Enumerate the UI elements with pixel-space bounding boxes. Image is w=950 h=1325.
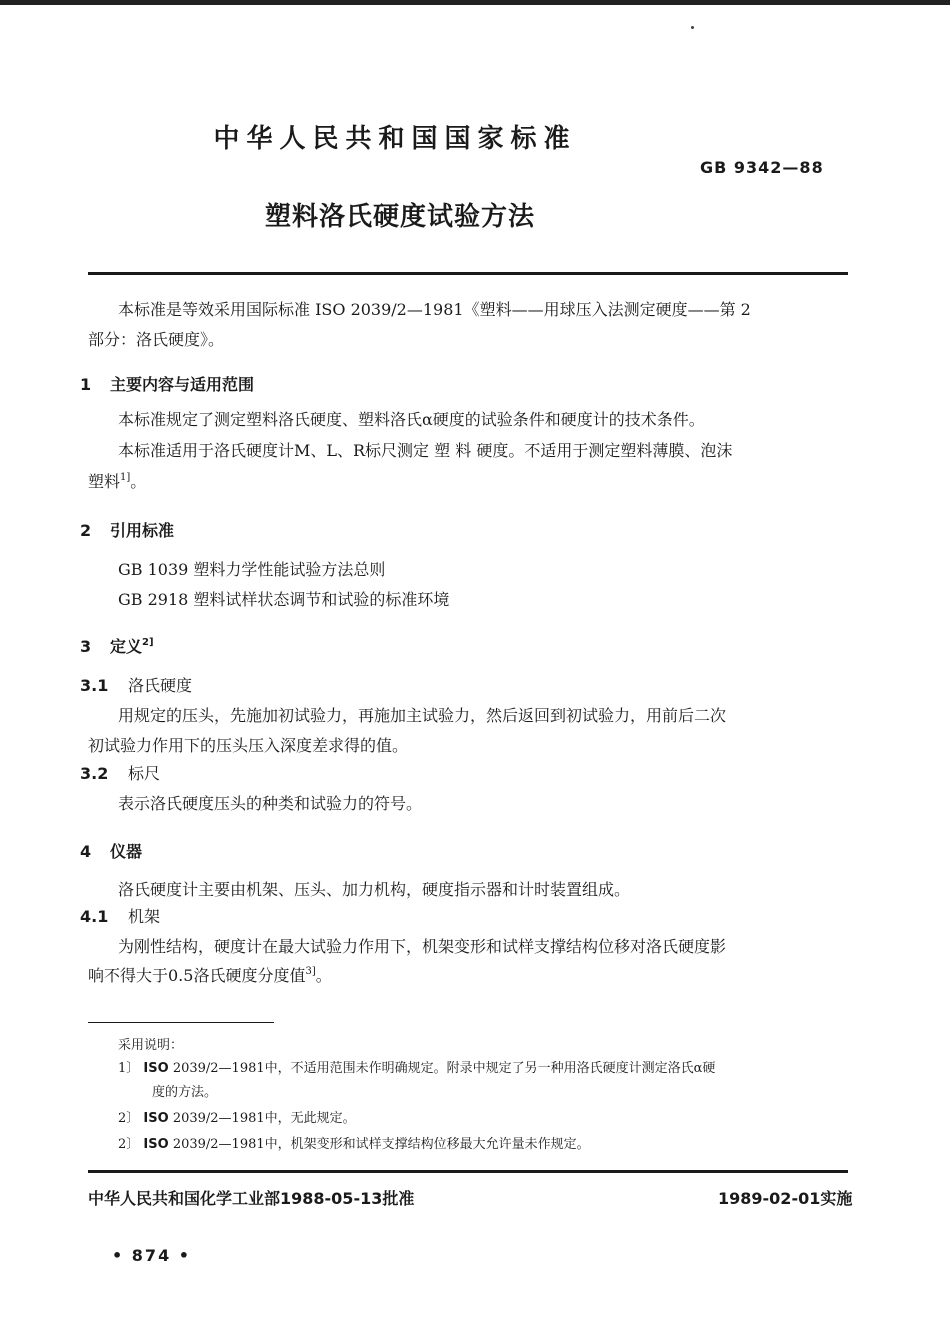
section-2-title: 引用标准 — [110, 521, 175, 540]
section-1-para-2-line-2 — [88, 472, 146, 492]
footnote-ref-1: 1] — [120, 472, 131, 483]
intro-line-2: 部分：洛氏硬度》。 — [88, 330, 225, 349]
footer-rule — [88, 1170, 848, 1173]
section-4-para-1: 洛氏硬度计主要由机架、压头、加力机构，硬度指示器和计时装置组成。 — [118, 880, 631, 899]
footnote-ref-2: 2] — [142, 637, 154, 648]
section-1-title: 主要内容与适用范围 — [110, 375, 255, 394]
effective-date: 1989-02-01实施 — [718, 1189, 853, 1208]
section-1-para-1: 本标准规定了测定塑料洛氏硬度、塑料洛氏α硬度的试验条件和硬度计的技术条件。 — [118, 410, 705, 429]
footnote-mark: 2〕 — [118, 1137, 140, 1152]
footnote-rule — [88, 1022, 274, 1023]
subsection-4-1-number: 4.1 — [80, 907, 109, 926]
subsection-3-2-heading — [80, 764, 160, 784]
section-1-para-2-line-1: 本标准适用于洛氏硬度计M、L、R标尺测定 塑 料 硬度。不适用于测定塑料薄膜、泡沫 — [118, 441, 733, 460]
subsection-4-1-line-2 — [88, 966, 332, 986]
footnote-continuation: 度的方法。 — [152, 1085, 218, 1100]
document-title: 塑料洛氏硬度试验方法 — [264, 202, 535, 232]
section-1-para-2-text: 塑料 — [88, 472, 121, 491]
section-1-heading — [80, 375, 254, 395]
header-rule — [88, 272, 848, 275]
section-2-number: 2 — [80, 521, 92, 540]
section-4-number: 4 — [80, 842, 92, 861]
section-3-number: 3 — [80, 637, 92, 656]
footnote-item — [118, 1060, 715, 1078]
subsection-3-2-title: 标尺 — [128, 764, 161, 783]
section-2-heading — [80, 521, 174, 541]
footnote-mark: 2〕 — [118, 1111, 140, 1126]
reference-standard: GB 2918 塑料试样状态调节和试验的标准环境 — [118, 590, 450, 609]
section-1-number: 1 — [80, 375, 92, 394]
subsection-3-1-line-2: 初试验力作用下的压头压入深度差求得的值。 — [88, 736, 409, 755]
subsection-4-1-line-2-text: 响不得大于0.5洛氏硬度分度值 — [88, 966, 306, 985]
section-3-heading — [80, 637, 154, 657]
standard-number: GB 9342—88 — [700, 158, 824, 177]
section-4-title: 仪器 — [110, 842, 143, 861]
footnote-iso: ISO — [143, 1111, 169, 1126]
subsection-4-1-line-2-end: 。 — [315, 966, 332, 985]
subsection-3-2-number: 3.2 — [80, 764, 109, 783]
reference-standard: GB 1039 塑料力学性能试验方法总则 — [118, 560, 386, 579]
footnote-mark: 1〕 — [118, 1061, 140, 1076]
footnote-heading: 采用说明： — [118, 1038, 184, 1053]
section-4-heading — [80, 842, 142, 862]
org-title: 中华人民共和国国家标准 — [213, 124, 577, 154]
section-1-para-2-end: 。 — [130, 472, 147, 491]
scan-speck — [691, 26, 694, 29]
subsection-4-1-line-1: 为刚性结构，硬度计在最大试验力作用下，机架变形和试样支撑结构位移对洛氏硬度影 — [118, 937, 727, 956]
approval-line: 中华人民共和国化学工业部1988-05-13批准 — [88, 1189, 415, 1208]
subsection-3-1-heading — [80, 676, 192, 696]
footnote-ref-3: 3] — [305, 966, 316, 977]
footnote-iso: ISO — [143, 1137, 169, 1152]
footnote-item — [118, 1136, 590, 1154]
footnote-text: 2039/2—1981中，不适用范围未作明确规定。附录中规定了另一种用洛氏硬度计测定洛氏α硬 — [168, 1061, 716, 1076]
intro-line-1: 本标准是等效采用国际标准 ISO 2039/2—1981《塑料——用球压入法测定硬度——第 2 — [118, 300, 751, 319]
subsection-3-1-number: 3.1 — [80, 676, 109, 695]
footnote-text: 2039/2—1981中，机架变形和试样支撑结构位移最大允许量未作规定。 — [168, 1137, 590, 1152]
subsection-3-1-line-1: 用规定的压头，先施加初试验力，再施加主试验力，然后返回到初试验力，用前后二次 — [118, 706, 727, 725]
footnote-item — [118, 1110, 356, 1128]
scan-edge-line — [0, 0, 950, 5]
footnote-text: 2039/2—1981中，无此规定。 — [168, 1111, 356, 1126]
footnote-iso: ISO — [143, 1061, 169, 1076]
subsection-4-1-heading — [80, 907, 160, 927]
subsection-3-1-title: 洛氏硬度 — [128, 676, 193, 695]
page-number: • 874 • — [112, 1246, 191, 1265]
subsection-4-1-title: 机架 — [128, 907, 161, 926]
subsection-3-2-line-1: 表示洛氏硬度压头的种类和试验力的符号。 — [118, 794, 423, 813]
section-3-title: 定义 — [110, 637, 143, 656]
